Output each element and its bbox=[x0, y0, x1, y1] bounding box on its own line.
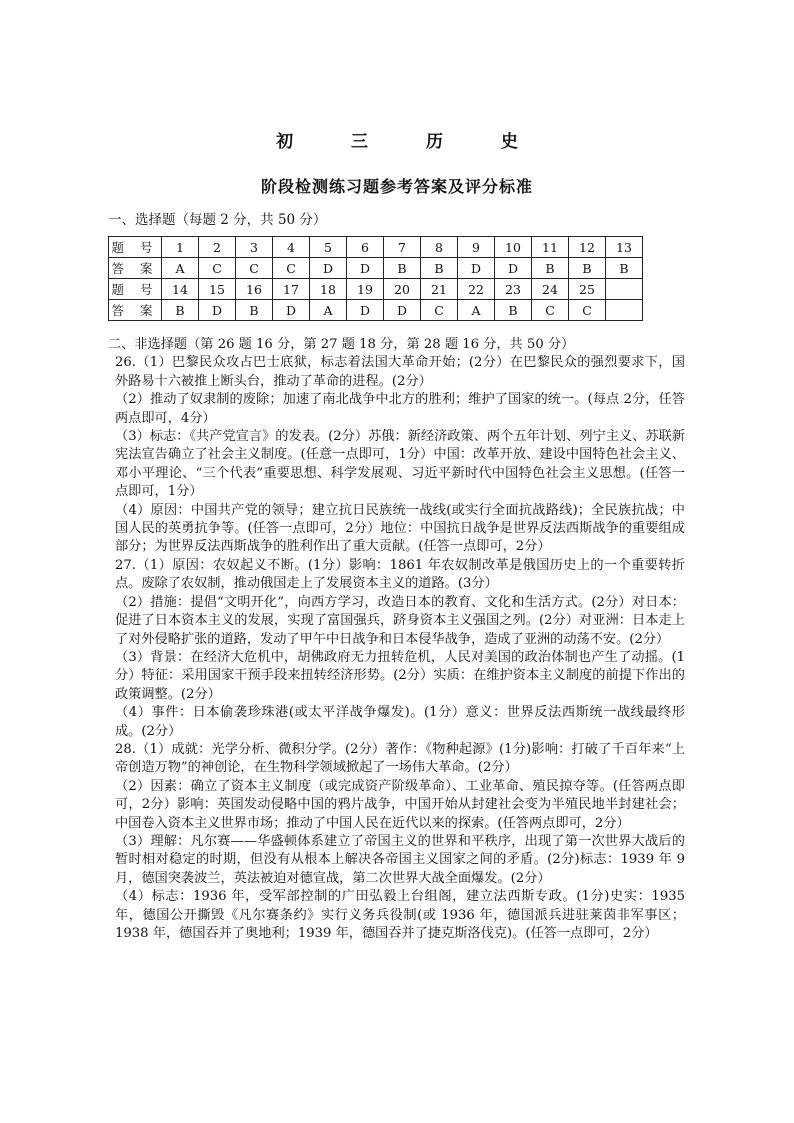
section2-heading: 二、非选择题（第 26 题 16 分，第 27 题 18 分，第 28 题 16 分，共 50 分） bbox=[108, 337, 575, 352]
table-cell bbox=[606, 300, 643, 321]
table-cell: B bbox=[495, 300, 532, 321]
table-cell: B bbox=[236, 300, 273, 321]
table-cell: B bbox=[532, 258, 569, 279]
answer-paragraphs bbox=[115, 354, 685, 943]
table-cell: 8 bbox=[421, 237, 458, 258]
table-cell: C bbox=[273, 258, 310, 279]
answer-paragraph: （4）标志：1936 年，受军部控制的广田弘毅上台组阁，建立法西斯专政。(1分)史实：1935 年，德国公开撕毁《凡尔赛条约》实行义务兵役制(或 1936 年，德国派兵进驻莱茵非军事区；1938 年，德国吞并了奥地利；1939 年，德国吞并了捷克斯洛伐克)。(任答一点即可，2分） bbox=[115, 889, 685, 941]
table-cell: 18 bbox=[310, 279, 347, 300]
section2 bbox=[108, 336, 685, 943]
table-cell: 11 bbox=[532, 237, 569, 258]
table-cell: B bbox=[606, 258, 643, 279]
table-cell: 13 bbox=[606, 237, 643, 258]
table-cell: 12 bbox=[569, 237, 606, 258]
table-cell: 1 bbox=[162, 237, 199, 258]
table-cell: 24 bbox=[532, 279, 569, 300]
table-cell: D bbox=[384, 300, 421, 321]
page-subtitle: 阶段检测练习题参考答案及评分标准 bbox=[260, 177, 533, 196]
table-cell: B bbox=[421, 258, 458, 279]
table-cell: C bbox=[421, 300, 458, 321]
answer-paragraph: （4）原因：中国共产党的领导；建立抗日民族统一战线(或实行全面抗战路线)；全民族抗战；中国人民的英勇抗争等。(任答一点即可，2分）地位：中国抗日战争是世界反法西斯战争的重要组成部分；为世界反法西斯战争的胜利作出了重大贡献。(任答一点即可，2分） bbox=[115, 502, 685, 555]
answer-row bbox=[109, 300, 643, 321]
table-cell: 19 bbox=[347, 279, 384, 300]
table-cell: A bbox=[458, 300, 495, 321]
table-cell: 16 bbox=[236, 279, 273, 300]
question-number-row bbox=[109, 279, 643, 300]
table-cell: 2 bbox=[199, 237, 236, 258]
table-cell: D bbox=[310, 258, 347, 279]
table-cell: 15 bbox=[199, 279, 236, 300]
table-cell: D bbox=[199, 300, 236, 321]
page-title: 初 三 历 史 bbox=[276, 132, 544, 152]
table-cell: B bbox=[384, 258, 421, 279]
table-cell: D bbox=[495, 258, 532, 279]
table-cell: C bbox=[236, 258, 273, 279]
table-cell: 5 bbox=[310, 237, 347, 258]
table-cell: D bbox=[347, 258, 384, 279]
answer-row bbox=[109, 258, 643, 279]
table-cell: 9 bbox=[458, 237, 495, 258]
row-label: 答 案 bbox=[109, 300, 162, 321]
answer-paragraph: （2）措施：提倡“文明开化”，向西方学习，改造日本的教育、文化和生活方式。(2分）对日本：促进了日本资本主义的发展，实现了富国强兵，跻身资本主义强国之列。(2分）对亚洲：日本走上了对外侵略扩张的道路，发动了甲午中日战争和日本侵华战争，造成了亚洲的动荡不安。(2分） bbox=[115, 594, 685, 647]
answer-paragraph: （3）理解：凡尔赛——华盛顿体系建立了帝国主义的世界和平秩序，出现了第一次世界大战后的暂时相对稳定的时期，但没有从根本上解决各帝国主义国家之间的矛盾。(2分)标志：1939 年 9 月，德国突袭波兰，英法被迫对德宣战，第二次世界大战全面爆发。(2分） bbox=[115, 833, 685, 886]
table-cell: 4 bbox=[273, 237, 310, 258]
table-cell: C bbox=[569, 300, 606, 321]
table-cell: B bbox=[569, 258, 606, 279]
section1-heading: 一、选择题（每题 2 分，共 50 分） bbox=[108, 212, 327, 228]
answer-paragraph: （2）因素：确立了资本主义制度（或完成资产阶级革命）、工业革命、殖民掠夺等。(任答两点即可，2分）影响：英国发动侵略中国的鸦片战争，中国开始从封建社会变为半殖民地半封建社会；中国卷入资本主义世界市场；推动了中国人民在近代以来的探索。(任答两点即可，2分） bbox=[115, 778, 685, 831]
row-label: 题 号 bbox=[109, 279, 162, 300]
answer-paragraph: 28.（1）成就：光学分析、微积分学。(2分）著作：《物种起源》(1分)影响：打破了千百年来“上帝创造万物”的神创论，在生物科学领域掀起了一场伟大革命。(2分） bbox=[115, 741, 685, 776]
answer-paragraph: （4）事件：日本偷袭珍珠港(或太平洋战争爆发)。(1分）意义：世界反法西斯统一战线最终形成。(2分） bbox=[115, 705, 685, 739]
table-cell: 21 bbox=[421, 279, 458, 300]
table-cell bbox=[606, 279, 643, 300]
table-cell: C bbox=[199, 258, 236, 279]
question-number-row bbox=[109, 237, 643, 258]
table-cell: 14 bbox=[162, 279, 199, 300]
table-cell: 7 bbox=[384, 237, 421, 258]
row-label: 答 案 bbox=[109, 258, 162, 279]
answer-paragraph: （3）标志：《共产党宣言》的发表。(2分）苏俄：新经济政策、两个五年计划、列宁主义、苏联新宪法宣告确立了社会主义制度。(任意一点即可，1分）中国：改革开放、建设中国特色社会主义、邓小平理论、“三个代表”重要思想、科学发展观、习近平新时代中国特色社会主义思想。(任答一点即可，1分） bbox=[115, 429, 685, 500]
table-cell: D bbox=[458, 258, 495, 279]
answer-paragraph: 27.（1）原因：农奴起义不断。(1分）影响：1861 年农奴制改革是俄国历史上的一个重要转折点。废除了农奴制，推动俄国走上了发展资本主义的道路。(3分） bbox=[115, 557, 685, 592]
table-cell: 23 bbox=[495, 279, 532, 300]
table-cell: 10 bbox=[495, 237, 532, 258]
table-cell: 6 bbox=[347, 237, 384, 258]
table-cell: 17 bbox=[273, 279, 310, 300]
table-cell: C bbox=[532, 300, 569, 321]
table-cell: 3 bbox=[236, 237, 273, 258]
answer-table bbox=[108, 236, 643, 321]
table-cell: 22 bbox=[458, 279, 495, 300]
table-cell: D bbox=[347, 300, 384, 321]
table-cell: 20 bbox=[384, 279, 421, 300]
table-cell: D bbox=[273, 300, 310, 321]
table-cell: A bbox=[310, 300, 347, 321]
table-cell: A bbox=[162, 258, 199, 279]
table-cell: B bbox=[162, 300, 199, 321]
answer-paragraph: （3）背景：在经济大危机中，胡佛政府无力扭转危机，人民对美国的政治体制也产生了动摇。(1分）特征：采用国家干预手段来扭转经济形势。(2分）实质：在维护资本主义制度的前提下作出的政策调整。(2分） bbox=[115, 649, 685, 702]
answer-paragraph: 26.（1）巴黎民众攻占巴士底狱，标志着法国大革命开始；(2分）在巴黎民众的强烈要求下，国外路易十六被推上断头台，推动了革命的进程。(2分） bbox=[115, 355, 685, 389]
row-label: 题 号 bbox=[109, 237, 162, 258]
answer-paragraph: （2）推动了奴隶制的废除；加速了南北战争中北方的胜利；维护了国家的统一。(每点 2分，任答两点即可，4分） bbox=[115, 392, 685, 426]
table-cell: 25 bbox=[569, 279, 606, 300]
